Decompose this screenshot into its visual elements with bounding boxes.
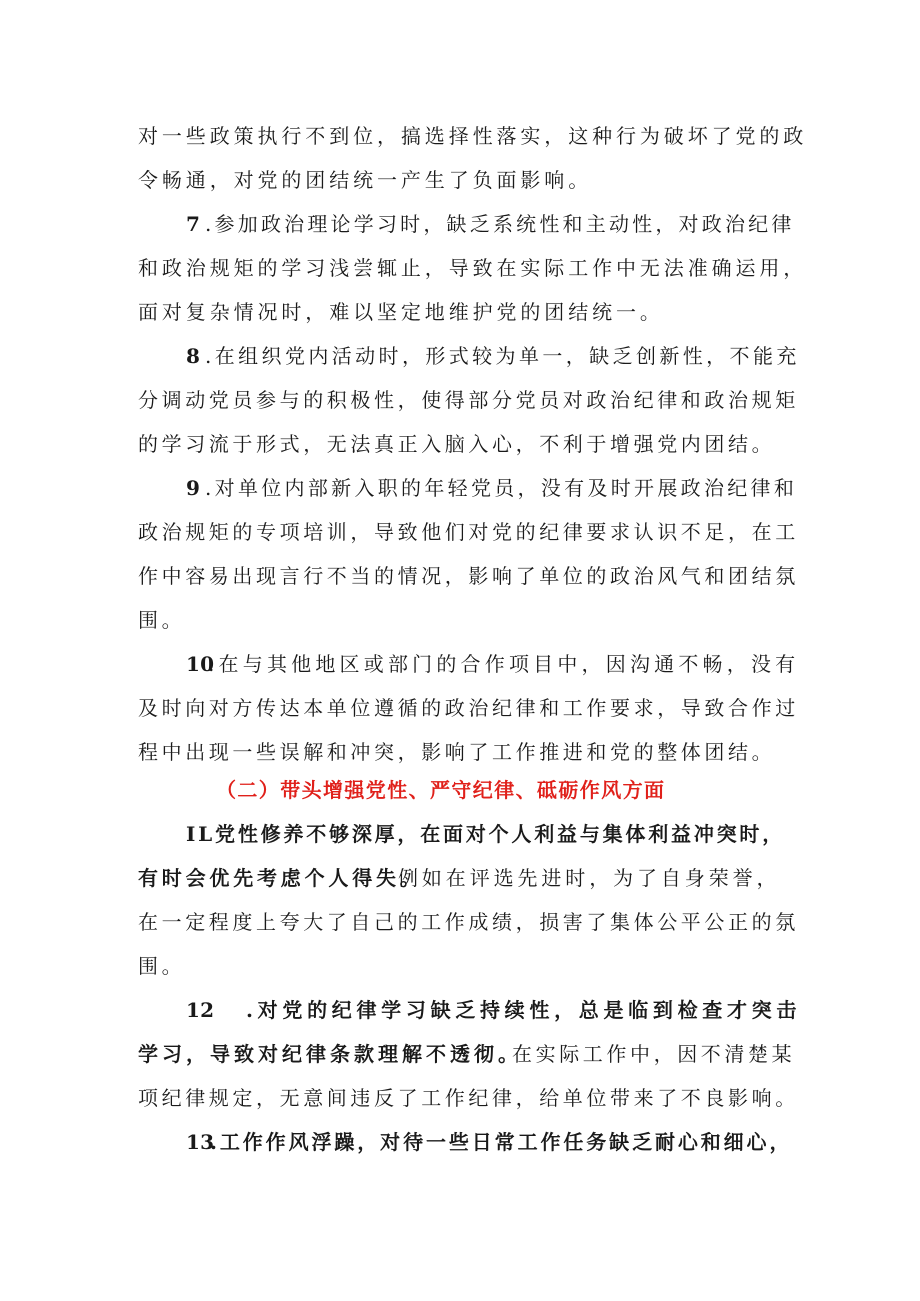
paragraph-line-bold: .对党的纪律学习缺乏持续性，总是临到检查才突击 xyxy=(246,998,802,1022)
paragraph-line: 围。 xyxy=(138,954,186,978)
paragraph-line: 例如在评选先进时，为了自身荣誉， xyxy=(398,866,781,890)
item-number: 8 xyxy=(186,344,201,368)
paragraph-line: 的学习流于形式，无法真正入脑入心，不利于增强党内团结。 xyxy=(138,432,776,456)
paragraph-line: 围。 xyxy=(138,608,186,632)
paragraph-line: 作中容易出现言行不当的情况，影响了单位的政治风气和团结氛 xyxy=(138,564,799,588)
paragraph-line: .在组织党内活动时，形式较为单一，缺乏创新性，不能充 xyxy=(205,344,800,368)
section-heading: （二）带头增强党性、严守纪律、砥砺作风方面 xyxy=(216,778,666,802)
paragraph-line: .参加政治理论学习时，缺乏系统性和主动性，对政治纪律 xyxy=(205,212,795,236)
paragraph-line: 对一些政策执行不到位，搞选择性落实，这种行为破坏了党的政 xyxy=(138,124,808,148)
paragraph-line: 项纪律规定，无意间违反了工作纪律，给单位带来了不良影响。 xyxy=(138,1086,799,1110)
paragraph-line-bold: IL党性修养不够深厚，在面对个人利益与集体利益冲突时， xyxy=(186,822,786,846)
paragraph-line: 在一定程度上夸大了自己的工作成绩，损害了集体公平公正的氛 xyxy=(138,910,799,934)
paragraph-line: 及时向对方传达本单位遵循的政治纪律和工作要求，导致合作过 xyxy=(138,696,799,720)
paragraph-line-bold: 学习，导致对纪律条款理解不透彻。 xyxy=(138,1042,522,1066)
paragraph-line: 分调动党员参与的积极性，使得部分党员对政治纪律和政治规矩 xyxy=(138,388,799,412)
item-number: 13 xyxy=(186,1130,215,1154)
paragraph-line-bold: .工作作风浮躁，对待一些日常工作任务缺乏耐心和细心， xyxy=(210,1130,793,1154)
paragraph-line: .在与其他地区或部门的合作项目中，因沟通不畅，没有 xyxy=(208,652,800,676)
paragraph-line: 令畅通，对党的团结统一产生了负面影响。 xyxy=(138,168,593,192)
paragraph-line: 面对复杂情况时，难以坚定地维护党的团结统一。 xyxy=(138,300,664,324)
paragraph-line: 程中出现一些误解和冲突，影响了工作推进和党的整体团结。 xyxy=(138,740,776,764)
paragraph-line: 在实际工作中，因不清楚某 xyxy=(512,1042,796,1066)
item-number: 12 xyxy=(186,998,215,1022)
item-number: 10 xyxy=(186,652,215,676)
paragraph-line: .对单位内部新入职的年轻党员，没有及时开展政治纪律和 xyxy=(205,476,798,500)
item-number: 7 xyxy=(186,212,201,236)
paragraph-line: 和政治规矩的学习浅尝辄止，导致在实际工作中无法准确运用， xyxy=(138,256,808,280)
paragraph-line: 政治规矩的专项培训，导致他们对党的纪律要求认识不足，在工 xyxy=(138,520,799,544)
item-number: 9 xyxy=(186,476,201,500)
paragraph-line-bold: 有时会优先考虑个人得失。 xyxy=(138,866,424,890)
